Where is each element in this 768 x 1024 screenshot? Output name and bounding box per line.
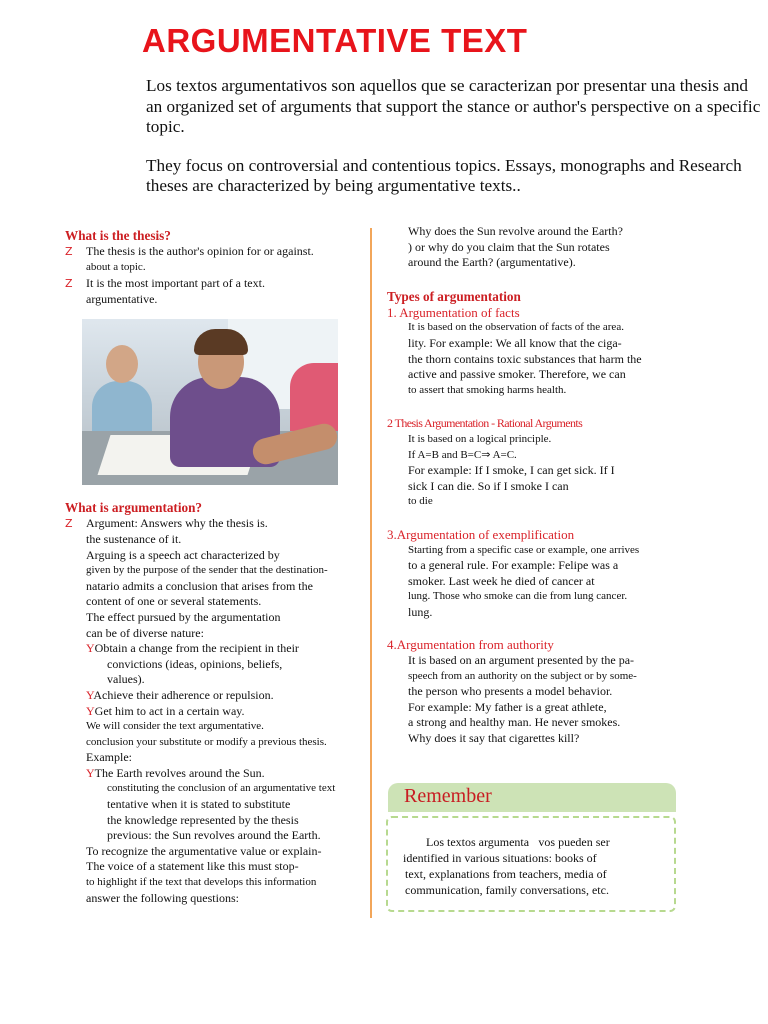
remember-note	[386, 816, 676, 912]
text-line: around the Earth? (argumentative).	[408, 255, 576, 270]
text-line: argumentative.	[86, 291, 158, 306]
bullet-marker: Z	[65, 245, 73, 258]
item-marker: Y	[86, 765, 95, 780]
questions	[387, 224, 681, 271]
intro-paragraph-2: They focus on controversial and contentious topics. Essays, monographs and Research theses are characterized by being argumentative texts..	[146, 155, 742, 195]
text-line: answer the following questions:	[86, 890, 239, 905]
text-line: the knowledge represented by the thesis	[107, 812, 299, 827]
text-line: To recognize the argumentative value or explain-	[86, 843, 322, 858]
argument-bullet	[65, 516, 347, 641]
example-item	[65, 766, 347, 782]
effect-item-1	[65, 641, 347, 657]
text-line: We will consider the text argumentative.	[86, 720, 264, 733]
type-1-title: 1. Argumentation of facts	[387, 304, 520, 320]
types-heading: Types of argumentation	[387, 288, 521, 304]
text-line: It is based on a logical principle.	[408, 432, 552, 445]
type-3-title: 3.Argumentation of exemplification	[387, 526, 575, 542]
text-line: Why does the Sun revolve around the Earth?	[408, 224, 623, 238]
type-1-body	[387, 320, 681, 398]
text-line: Los textos argumenta vos pueden ser	[426, 835, 610, 849]
text-line: speech from an authority on the subject or by some-	[408, 669, 637, 682]
text-line: content of one or several statements.	[86, 594, 262, 609]
text-line: constituting the conclusion of an argumentative text	[107, 782, 336, 795]
text-line: text, explanations from teachers, media of	[405, 867, 607, 881]
page-title: ARGUMENTATIVE TEXT	[142, 22, 528, 59]
item-marker: Y	[86, 703, 95, 718]
text-line: to assert that smoking harms health.	[408, 383, 567, 396]
text-line: communication, family conversations, etc.	[405, 883, 609, 897]
text-line: the sustenance of it.	[86, 531, 182, 546]
text-line: The thesis is the author's opinion for or against.	[86, 244, 314, 258]
text-line: to highlight if the text that develops this information	[86, 876, 317, 889]
text-line: lung.	[408, 604, 433, 619]
text-line: tentative when it is stated to substitute	[107, 797, 291, 812]
thesis-bullet-1	[65, 244, 347, 275]
text-line: lung. Those who smoke can die from lung cancer.	[408, 590, 628, 603]
type-2-body	[387, 432, 681, 510]
text-line: convictions (ideas, opinions, beliefs,	[107, 656, 283, 671]
example-label: Example:	[86, 750, 132, 765]
text-line: The voice of a statement like this must stop-	[86, 859, 299, 874]
text-line: For example: My father is a great athlete,	[408, 699, 607, 714]
intro-paragraph-1: Los textos argumentativos son aquellos que se caracterizan por presentar una thesis and an organized set of arguments that support the stance or author's perspective on a specific topic.	[146, 76, 761, 136]
thesis-bullet-2	[65, 276, 347, 307]
text-line: It is based on the observation of facts of the area.	[408, 321, 624, 334]
text-line: The Earth revolves around the Sun.	[94, 765, 265, 780]
argumentation-heading: What is argumentation?	[65, 500, 203, 516]
text-line: conclusion your substitute or modify a previous thesis.	[86, 735, 327, 748]
text-line: the person who presents a model behavior.	[408, 684, 613, 699]
item-marker: Y	[86, 641, 95, 656]
type-4-body	[387, 653, 681, 747]
right-column	[387, 224, 681, 747]
thesis-heading: What is the thesis?	[65, 228, 171, 243]
text-line: It is based on an argument presented by the pa-	[408, 653, 635, 668]
text-line: natario admits a conclusion that arises from the	[86, 578, 313, 593]
text-line: Get him to act in a certain way.	[94, 703, 245, 718]
text-line: ) or why do you claim that the Sun rotates	[408, 239, 610, 254]
text-line: values).	[107, 672, 145, 687]
text-line: previous: the Sun revolves around the Earth.	[107, 828, 321, 843]
text-line: the thorn contains toxic substances that harm the	[408, 351, 642, 366]
intro	[146, 76, 761, 197]
text-line: It is the most important part of a text.	[86, 276, 265, 291]
text-line: identified in various situations: books of	[403, 851, 597, 865]
left-column	[65, 227, 347, 906]
text-line: lity. For example: We all know that the ciga-	[408, 335, 622, 350]
text-line: to a general rule. For example: Felipe was a	[408, 558, 619, 573]
text-line: smoker. Last week he died of cancer at	[408, 573, 595, 588]
text-line: Starting from a specific case or example, one arrives	[408, 543, 640, 556]
effect-item-3	[65, 704, 347, 720]
remember-label: Remember	[404, 785, 492, 807]
item-marker: Y	[86, 687, 94, 702]
text-line: If A=B and B=C⇒ A=C.	[408, 448, 517, 461]
type-2-title: 2 Thesis Argumentation - Rational Arguments	[387, 416, 583, 431]
text-line: about a topic.	[86, 260, 146, 273]
students-photo	[82, 319, 338, 485]
effect-item-2	[65, 688, 347, 704]
text-line: to die	[408, 495, 433, 508]
text-line: active and passive smoker. Therefore, we can	[408, 367, 626, 382]
type-4-title: 4.Argumentation from authority	[387, 637, 554, 653]
remember-banner	[388, 783, 676, 812]
text-line: can be of diverse nature:	[86, 625, 204, 640]
text-line: Arguing is a speech act characterized by	[86, 547, 280, 562]
bullet-marker: Z	[65, 277, 73, 291]
text-line: given by the purpose of the sender that the destination-	[86, 564, 328, 577]
column-divider	[370, 228, 372, 918]
text-line: a strong and healthy man. He never smokes.	[408, 715, 621, 730]
text-line: The effect pursued by the argumentation	[86, 609, 281, 624]
text-line: Argument: Answers why the thesis is.	[86, 516, 268, 531]
text-line: sick I can die. So if I smoke I can	[408, 478, 569, 493]
type-3-body	[387, 543, 681, 621]
bullet-marker: Z	[65, 517, 73, 531]
text-line: For example: If I smoke, I can get sick. If I	[408, 463, 615, 478]
text-line: Achieve their adherence or repulsion.	[93, 687, 274, 702]
text-line: Obtain a change from the recipient in their	[94, 641, 299, 656]
text-line: Why does it say that cigarettes kill?	[408, 731, 580, 746]
